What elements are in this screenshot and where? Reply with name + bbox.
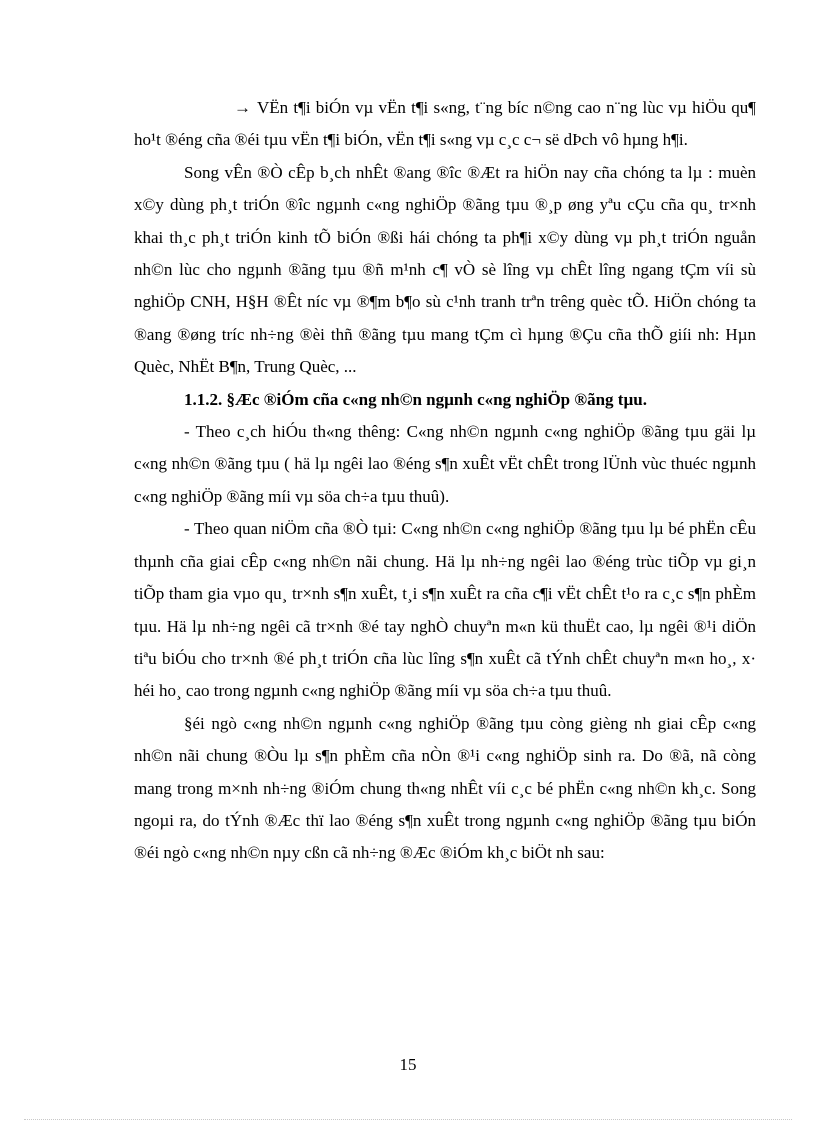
page-number: 15	[399, 1055, 417, 1074]
document-body	[134, 92, 756, 870]
paragraph-1	[134, 92, 756, 157]
right-arrow-icon: →	[234, 98, 251, 117]
paragraph-1-text: VËn t¶i biÓn vµ vËn t¶i s«ng, t¨ng bíc n©ng cao n¨ng lùc vµ hiÖu qu¶ ho¹t ®éng cña ®éi tµu vËn t¶i biÓn, vËn t¶i s«ng vµ c¸c c¬ së dÞch vô hµng h¶i.	[134, 98, 756, 150]
section-paragraph-2: - Theo quan niÖm cña ®Ò tµi: C«ng nh©n c«ng nghiÖp ®ãng tµu lµ bé phËn cÊu thµnh cña giai cÊp c«ng nh©n nãi chung. Hä lµ nh÷ng ngêi lao ®éng trùc tiÕp vµ gi¸n tiÕp tham gia vµo qu¸ tr×nh s¶n xuÊt, t¸i s¶n xuÊt ra cña c¶i vËt chÊt t¹o ra c¸c s¶n phÈm tµu. Hä lµ nh÷ng ngêi cã tr×nh ®é tay nghÒ chuyªn m«n kü thuËt cao, lµ ngêi ®¹i diÖn tiªu biÓu cho tr×nh ®é ph¸t triÓn cña lùc lîng s¶n xuÊt cã tÝnh chÊt chuyªn m«n ho¸, x· héi ho¸ cao trong ngµnh c«ng nghiÖp ®ãng míi vµ söa ch÷a tµu thuû.	[134, 519, 756, 701]
paragraph-2: Song vÊn ®Ò cÊp b¸ch nhÊt ®ang ®îc ®Æt ra hiÖn nay cña chóng ta lµ : muèn x©y dùng ph¸t triÓn ®îc ngµnh c«ng nghiÖp ®ãng tµu ®¸p øng yªu cÇu cña qu¸ tr×nh khai th¸c ph¸t triÓn kinh tÕ biÓn ®ßi hái chóng ta ph¶i x©y dùng vµ ph¸t triÓn nguån nh©n lùc cho ngµnh ®ãng tµu ®ñ m¹nh c¶ vÒ sè lîng vµ chÊt lîng ngang tÇm víi sù nghiÖp CNH, H§H ®Êt níc vµ ®¶m b¶o sù c¹nh tranh trªn trêng quèc tÕ. HiÖn chóng ta ®ang ®øng tríc nh÷ng ®èi thñ ®ãng tµu mang tÇm cì hµng ®Çu cña thÕ giíi nh: Hµn Quèc, NhËt B¶n, Trung Quèc, ...	[134, 162, 756, 377]
section-paragraph-1: - Theo c¸ch hiÓu th«ng thêng: C«ng nh©n ngµnh c«ng nghiÖp ®ãng tµu gäi lµ c«ng nh©n ®ãng tµu ( hä lµ ngêi lao ®éng s¶n xuÊt vËt chÊt trong lÜnh vùc thuéc ngµnh c«ng nghiÖp ®ãng míi vµ söa ch÷a tµu thuû).	[134, 422, 756, 506]
section-paragraph-3: §éi ngò c«ng nh©n ngµnh c«ng nghiÖp ®ãng tµu còng gièng nh giai cÊp c«ng nh©n nãi chung ®Òu lµ s¶n phÈm cña nÒn ®¹i c«ng nghiÖp sinh ra. Do ®ã, nã còng mang trong m×nh nh÷ng ®iÓm chung th«ng nhÊt víi c¸c bé phËn c«ng nh©n kh¸c. Song ngoµi ra, do tÝnh ®Æc thï lao ®éng s¶n xuÊt trong ngµnh c«ng nghiÖp ®ãng tµu biÓn ®éi ngò c«ng nh©n nµy cßn cã nh÷ng ®Æc ®iÓm kh¸c biÖt nh sau:	[134, 713, 756, 863]
page-bottom-border	[24, 1119, 792, 1120]
section-heading: 1.1.2. §Æc ®iÓm cña c«ng nh©n ngµnh c«ng nghiÖp ®ãng tµu.	[184, 389, 647, 409]
